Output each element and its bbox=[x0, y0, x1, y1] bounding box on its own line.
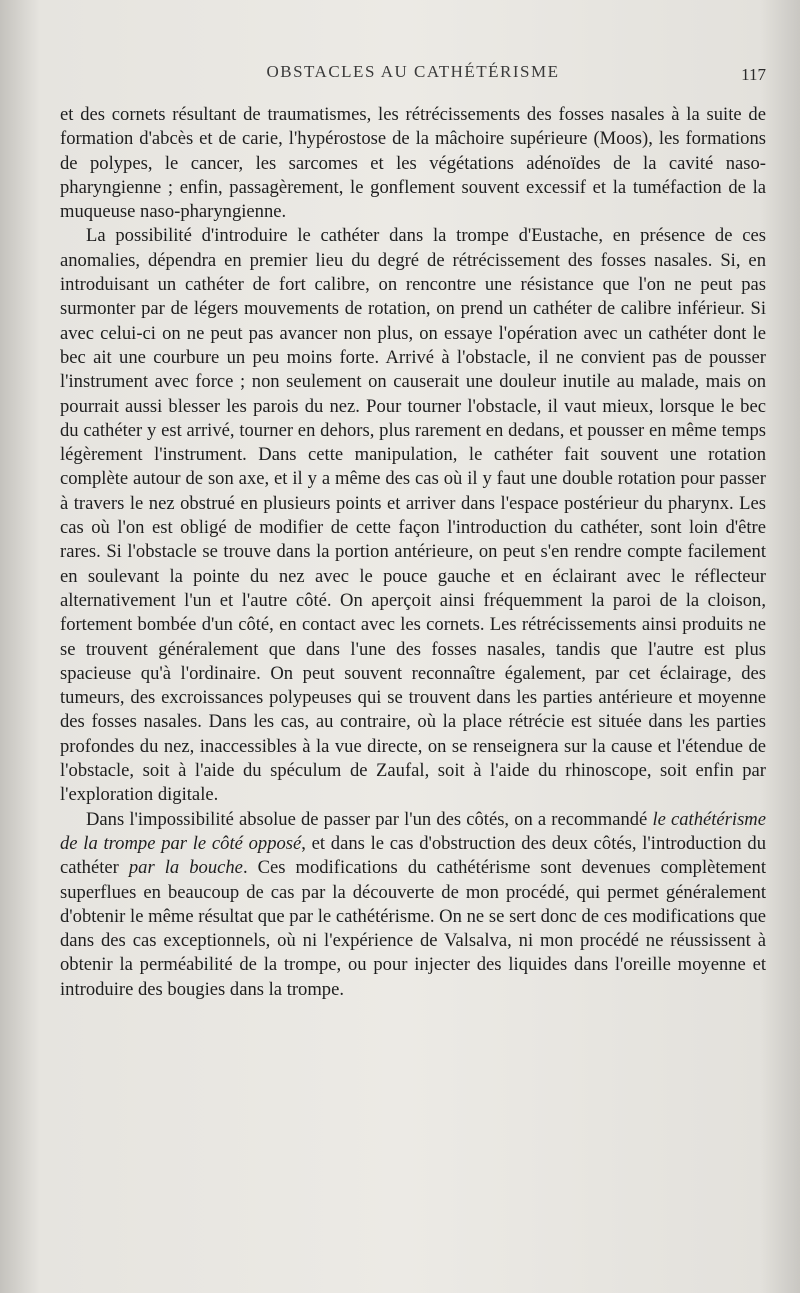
paragraph-text: La possibilité d'introduire le cathéter dans la trompe d'Eustache, en présence de ces anomalies, dépendra en premier lieu du degré de rétrécissement des fosses nasales. Si, en introduisant un cathéter de fort calibre, on rencontre une résistance que l'on ne peut pas surmonter par de légers mouvements de rotation, on prend un cathéter de calibre inférieur. Si avec celui-ci on ne peut pas avancer non plus, on essaye l'opération avec un cathéter dont le bec ait une courbure un peu moins forte. Arrivé à l'obstacle, il ne convient pas de pousser l'instrument avec force ; non seulement on causerait une douleur inutile au malade, mais on pourrait aussi blesser les parois du nez. Pour tourner l'obstacle, il vaut mieux, lorsque le bec du cathéter y est arrivé, tourner en dehors, plus rarement en dedans, et pousser en même temps légèrement l'instrument. Dans cette manipulation, le cathéter fait souvent une rotation complète autour de son axe, et il y a même des cas où il y faut une double rotation pour passer à travers le nez obstrué en plusieurs points et arriver dans l'espace postérieur du pharynx. Les cas où l'on est obligé de modifier de cette façon l'introduction du cathéter, sont loin d'être rares. Si l'obstacle se trouve dans la portion antérieure, on peut s'en rendre compte facilement en soulevant la pointe du nez avec le pouce gauche et en éclairant avec le réflecteur alternativement l'un et l'autre côté. On aperçoit ainsi fréquemment la paroi de la cloison, fortement bombée d'un côté, en contact avec les cornets. Les rétrécissements ainsi produits ne se trouvent généralement que dans l'une des fosses nasales, tandis que l'autre est plus spacieuse qu'à l'ordinaire. On peut souvent reconnaître également, par cet éclairage, des tumeurs, des excroissances polypeuses qui se trouvent dans les parties antérieure et moyenne des fosses nasales. Dans les cas, au contraire, où la place rétrécie est située dans les parties profondes du nez, inaccessibles à la vue directe, on se renseignera sur la cause et l'étendue de l'obstacle, soit à l'aide du spéculum de Zaufal, soit à l'aide du rhinoscope, soit enfin par l'exploration digitale. bbox=[60, 225, 766, 806]
italic-phrase-opposite-side: le cathétérisme de la trompe par le côté opposé bbox=[60, 808, 766, 854]
paragraph-text: . Ces modifications du cathétérisme sont devenues complètement superflues en beaucoup de cas par la découverte de mon procédé, qui permet généralement d'obtenir le même résultat que par le cathétérisme. On ne se sert donc de ces modifications que dans des cas exceptionnels, où ni l'expérience de Valsalva, ni mon procédé ne réussissent à obtenir la perméabilité de la trompe, ou pour injecter des liquides dans l'oreille moyenne et introduire des bougies dans la trompe. bbox=[60, 857, 766, 1000]
paragraph-continuation bbox=[60, 103, 766, 224]
paragraph-alternatives bbox=[60, 808, 766, 1002]
paragraph-catheter-introduction bbox=[60, 224, 766, 807]
body-text bbox=[60, 103, 766, 1002]
running-head: OBSTACLES AU CATHÉTÉRISME bbox=[266, 62, 560, 81]
paragraph-text: Dans l'impossibilité absolue de passer par l'un des côtés, on a recommandé bbox=[86, 808, 653, 830]
paragraph-text: , et dans le cas d'obstruction des deux côtés, l'introduction du cathéter bbox=[60, 832, 766, 879]
italic-phrase-by-mouth: par la bouche bbox=[128, 857, 243, 879]
page-number: 117 bbox=[741, 65, 766, 84]
page-header bbox=[60, 62, 766, 92]
paragraph-text: et des cornets résultant de traumatismes, les rétrécissements des fosses nasales à la suite de formation d'abcès et de carie, l'hypérostose de la mâchoire supérieure (Moos), les formations de polypes, le cancer, les sarcomes et les végétations adénoïdes de la cavité naso-pharyngienne ; enfin, passagèrement, le gonflement souvent excessif et la tuméfaction de la muqueuse naso-pharyngienne. bbox=[60, 104, 766, 223]
